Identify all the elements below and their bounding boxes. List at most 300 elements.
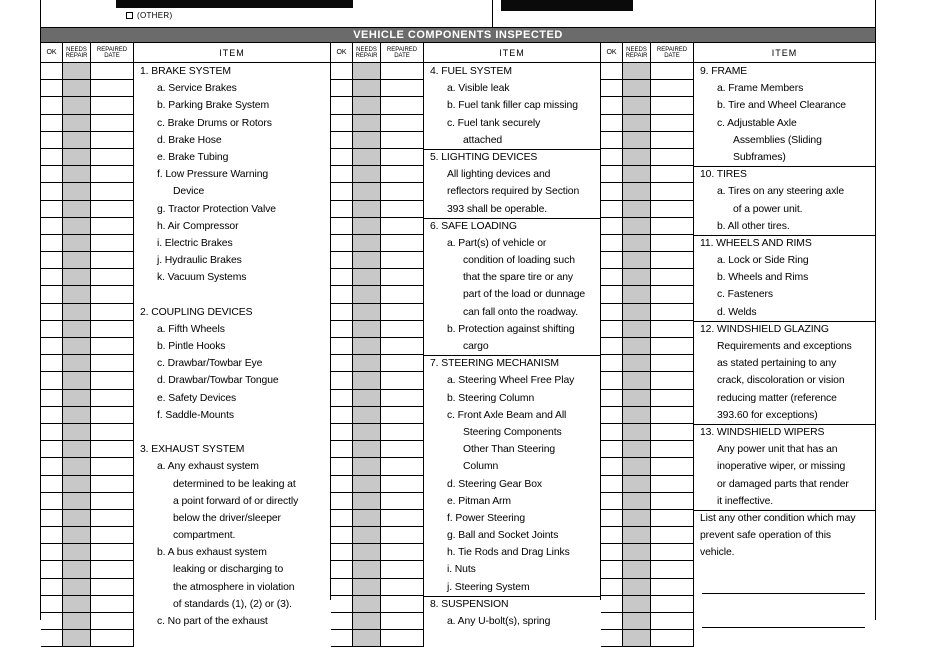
needs-repair-cell[interactable] (623, 80, 651, 97)
ok-checkbox-cell[interactable] (331, 561, 353, 578)
needs-repair-cell[interactable] (623, 338, 651, 355)
needs-repair-cell[interactable] (623, 510, 651, 527)
ok-checkbox-cell[interactable] (601, 630, 623, 647)
ok-checkbox-cell[interactable] (331, 80, 353, 97)
ok-checkbox-cell[interactable] (41, 372, 63, 389)
repaired-date-cell[interactable] (91, 407, 134, 424)
needs-repair-cell[interactable] (353, 269, 381, 286)
repaired-date-cell[interactable] (91, 201, 134, 218)
needs-repair-cell[interactable] (63, 458, 91, 475)
ok-checkbox-cell[interactable] (331, 115, 353, 132)
ok-checkbox-cell[interactable] (41, 269, 63, 286)
repaired-date-cell[interactable] (91, 286, 134, 303)
repaired-date-cell[interactable] (381, 424, 424, 441)
needs-repair-cell[interactable] (63, 304, 91, 321)
repaired-date-cell[interactable] (381, 218, 424, 235)
needs-repair-cell[interactable] (623, 218, 651, 235)
repaired-date-cell[interactable] (651, 286, 694, 303)
repaired-date-cell[interactable] (651, 97, 694, 114)
ok-checkbox-cell[interactable] (601, 613, 623, 630)
ok-checkbox-cell[interactable] (41, 441, 63, 458)
repaired-date-cell[interactable] (91, 441, 134, 458)
repaired-date-cell[interactable] (651, 252, 694, 269)
needs-repair-cell[interactable] (623, 304, 651, 321)
ok-checkbox-cell[interactable] (331, 269, 353, 286)
other-checkbox[interactable] (126, 12, 133, 19)
repaired-date-cell[interactable] (91, 166, 134, 183)
repaired-date-cell[interactable] (381, 355, 424, 372)
repaired-date-cell[interactable] (651, 596, 694, 613)
write-in-line[interactable] (694, 613, 875, 630)
repaired-date-cell[interactable] (381, 63, 424, 80)
needs-repair-cell[interactable] (353, 372, 381, 389)
ok-checkbox-cell[interactable] (601, 355, 623, 372)
ok-checkbox-cell[interactable] (601, 63, 623, 80)
needs-repair-cell[interactable] (353, 183, 381, 200)
repaired-date-cell[interactable] (91, 269, 134, 286)
ok-checkbox-cell[interactable] (601, 166, 623, 183)
ok-checkbox-cell[interactable] (41, 613, 63, 630)
needs-repair-cell[interactable] (353, 510, 381, 527)
needs-repair-cell[interactable] (623, 527, 651, 544)
repaired-date-cell[interactable] (381, 476, 424, 493)
ok-checkbox-cell[interactable] (331, 493, 353, 510)
needs-repair-cell[interactable] (353, 596, 381, 613)
repaired-date-cell[interactable] (651, 166, 694, 183)
repaired-date-cell[interactable] (381, 80, 424, 97)
ok-checkbox-cell[interactable] (41, 321, 63, 338)
needs-repair-cell[interactable] (353, 544, 381, 561)
repaired-date-cell[interactable] (91, 80, 134, 97)
repaired-date-cell[interactable] (651, 579, 694, 596)
ok-checkbox-cell[interactable] (601, 407, 623, 424)
repaired-date-cell[interactable] (651, 527, 694, 544)
needs-repair-cell[interactable] (623, 493, 651, 510)
ok-checkbox-cell[interactable] (331, 97, 353, 114)
repaired-date-cell[interactable] (91, 97, 134, 114)
ok-checkbox-cell[interactable] (41, 252, 63, 269)
ok-checkbox-cell[interactable] (41, 390, 63, 407)
repaired-date-cell[interactable] (381, 338, 424, 355)
repaired-date-cell[interactable] (651, 613, 694, 630)
needs-repair-cell[interactable] (623, 166, 651, 183)
needs-repair-cell[interactable] (63, 218, 91, 235)
needs-repair-cell[interactable] (623, 458, 651, 475)
repaired-date-cell[interactable] (651, 183, 694, 200)
needs-repair-cell[interactable] (623, 424, 651, 441)
needs-repair-cell[interactable] (623, 544, 651, 561)
repaired-date-cell[interactable] (381, 321, 424, 338)
ok-checkbox-cell[interactable] (331, 286, 353, 303)
ok-checkbox-cell[interactable] (331, 63, 353, 80)
repaired-date-cell[interactable] (381, 544, 424, 561)
needs-repair-cell[interactable] (623, 596, 651, 613)
ok-checkbox-cell[interactable] (331, 252, 353, 269)
repaired-date-cell[interactable] (651, 458, 694, 475)
needs-repair-cell[interactable] (63, 630, 91, 647)
needs-repair-cell[interactable] (353, 252, 381, 269)
ok-checkbox-cell[interactable] (601, 372, 623, 389)
repaired-date-cell[interactable] (91, 630, 134, 647)
repaired-date-cell[interactable] (381, 441, 424, 458)
repaired-date-cell[interactable] (381, 579, 424, 596)
needs-repair-cell[interactable] (623, 321, 651, 338)
ok-checkbox-cell[interactable] (331, 579, 353, 596)
ok-checkbox-cell[interactable] (601, 493, 623, 510)
ok-checkbox-cell[interactable] (41, 407, 63, 424)
needs-repair-cell[interactable] (353, 630, 381, 647)
needs-repair-cell[interactable] (63, 544, 91, 561)
repaired-date-cell[interactable] (651, 321, 694, 338)
repaired-date-cell[interactable] (651, 390, 694, 407)
needs-repair-cell[interactable] (623, 613, 651, 630)
ok-checkbox-cell[interactable] (41, 115, 63, 132)
repaired-date-cell[interactable] (651, 355, 694, 372)
ok-checkbox-cell[interactable] (331, 183, 353, 200)
needs-repair-cell[interactable] (63, 235, 91, 252)
ok-checkbox-cell[interactable] (331, 407, 353, 424)
needs-repair-cell[interactable] (353, 579, 381, 596)
needs-repair-cell[interactable] (353, 527, 381, 544)
repaired-date-cell[interactable] (651, 630, 694, 647)
ok-checkbox-cell[interactable] (41, 286, 63, 303)
needs-repair-cell[interactable] (353, 390, 381, 407)
repaired-date-cell[interactable] (91, 424, 134, 441)
ok-checkbox-cell[interactable] (601, 183, 623, 200)
needs-repair-cell[interactable] (63, 166, 91, 183)
needs-repair-cell[interactable] (623, 269, 651, 286)
repaired-date-cell[interactable] (91, 63, 134, 80)
needs-repair-cell[interactable] (63, 201, 91, 218)
needs-repair-cell[interactable] (353, 97, 381, 114)
needs-repair-cell[interactable] (63, 286, 91, 303)
ok-checkbox-cell[interactable] (331, 527, 353, 544)
repaired-date-cell[interactable] (651, 338, 694, 355)
needs-repair-cell[interactable] (353, 561, 381, 578)
needs-repair-cell[interactable] (63, 321, 91, 338)
repaired-date-cell[interactable] (381, 235, 424, 252)
needs-repair-cell[interactable] (63, 390, 91, 407)
ok-checkbox-cell[interactable] (41, 63, 63, 80)
needs-repair-cell[interactable] (63, 80, 91, 97)
ok-checkbox-cell[interactable] (601, 510, 623, 527)
ok-checkbox-cell[interactable] (41, 630, 63, 647)
repaired-date-cell[interactable] (651, 493, 694, 510)
ok-checkbox-cell[interactable] (41, 166, 63, 183)
repaired-date-cell[interactable] (381, 269, 424, 286)
needs-repair-cell[interactable] (623, 286, 651, 303)
repaired-date-cell[interactable] (91, 235, 134, 252)
ok-checkbox-cell[interactable] (601, 218, 623, 235)
ok-checkbox-cell[interactable] (601, 390, 623, 407)
repaired-date-cell[interactable] (381, 166, 424, 183)
needs-repair-cell[interactable] (63, 527, 91, 544)
ok-checkbox-cell[interactable] (41, 561, 63, 578)
repaired-date-cell[interactable] (91, 544, 134, 561)
needs-repair-cell[interactable] (353, 166, 381, 183)
repaired-date-cell[interactable] (651, 115, 694, 132)
needs-repair-cell[interactable] (353, 286, 381, 303)
ok-checkbox-cell[interactable] (331, 218, 353, 235)
ok-checkbox-cell[interactable] (41, 132, 63, 149)
needs-repair-cell[interactable] (63, 561, 91, 578)
needs-repair-cell[interactable] (63, 441, 91, 458)
repaired-date-cell[interactable] (91, 372, 134, 389)
repaired-date-cell[interactable] (651, 407, 694, 424)
ok-checkbox-cell[interactable] (41, 510, 63, 527)
repaired-date-cell[interactable] (651, 372, 694, 389)
repaired-date-cell[interactable] (381, 252, 424, 269)
needs-repair-cell[interactable] (623, 407, 651, 424)
needs-repair-cell[interactable] (623, 441, 651, 458)
needs-repair-cell[interactable] (353, 63, 381, 80)
repaired-date-cell[interactable] (651, 269, 694, 286)
needs-repair-cell[interactable] (353, 493, 381, 510)
ok-checkbox-cell[interactable] (331, 510, 353, 527)
repaired-date-cell[interactable] (381, 115, 424, 132)
ok-checkbox-cell[interactable] (331, 149, 353, 166)
repaired-date-cell[interactable] (91, 115, 134, 132)
ok-checkbox-cell[interactable] (601, 458, 623, 475)
repaired-date-cell[interactable] (381, 132, 424, 149)
repaired-date-cell[interactable] (381, 372, 424, 389)
ok-checkbox-cell[interactable] (601, 338, 623, 355)
ok-checkbox-cell[interactable] (331, 235, 353, 252)
needs-repair-cell[interactable] (63, 372, 91, 389)
repaired-date-cell[interactable] (91, 458, 134, 475)
needs-repair-cell[interactable] (623, 132, 651, 149)
needs-repair-cell[interactable] (63, 424, 91, 441)
needs-repair-cell[interactable] (353, 304, 381, 321)
needs-repair-cell[interactable] (63, 355, 91, 372)
needs-repair-cell[interactable] (353, 407, 381, 424)
ok-checkbox-cell[interactable] (601, 476, 623, 493)
ok-checkbox-cell[interactable] (601, 544, 623, 561)
ok-checkbox-cell[interactable] (601, 269, 623, 286)
repaired-date-cell[interactable] (91, 510, 134, 527)
repaired-date-cell[interactable] (651, 476, 694, 493)
ok-checkbox-cell[interactable] (41, 235, 63, 252)
repaired-date-cell[interactable] (381, 407, 424, 424)
needs-repair-cell[interactable] (353, 321, 381, 338)
repaired-date-cell[interactable] (91, 561, 134, 578)
needs-repair-cell[interactable] (63, 97, 91, 114)
ok-checkbox-cell[interactable] (41, 355, 63, 372)
ok-checkbox-cell[interactable] (331, 390, 353, 407)
needs-repair-cell[interactable] (623, 97, 651, 114)
needs-repair-cell[interactable] (353, 201, 381, 218)
repaired-date-cell[interactable] (381, 613, 424, 630)
needs-repair-cell[interactable] (623, 149, 651, 166)
needs-repair-cell[interactable] (63, 63, 91, 80)
ok-checkbox-cell[interactable] (601, 561, 623, 578)
needs-repair-cell[interactable] (63, 579, 91, 596)
needs-repair-cell[interactable] (63, 115, 91, 132)
needs-repair-cell[interactable] (353, 458, 381, 475)
needs-repair-cell[interactable] (63, 338, 91, 355)
ok-checkbox-cell[interactable] (331, 544, 353, 561)
repaired-date-cell[interactable] (381, 458, 424, 475)
ok-checkbox-cell[interactable] (41, 201, 63, 218)
repaired-date-cell[interactable] (91, 183, 134, 200)
needs-repair-cell[interactable] (63, 596, 91, 613)
needs-repair-cell[interactable] (623, 201, 651, 218)
ok-checkbox-cell[interactable] (601, 235, 623, 252)
needs-repair-cell[interactable] (353, 441, 381, 458)
needs-repair-cell[interactable] (623, 630, 651, 647)
needs-repair-cell[interactable] (623, 183, 651, 200)
ok-checkbox-cell[interactable] (331, 355, 353, 372)
ok-checkbox-cell[interactable] (601, 132, 623, 149)
ok-checkbox-cell[interactable] (41, 183, 63, 200)
ok-checkbox-cell[interactable] (331, 458, 353, 475)
ok-checkbox-cell[interactable] (41, 579, 63, 596)
repaired-date-cell[interactable] (91, 252, 134, 269)
ok-checkbox-cell[interactable] (601, 527, 623, 544)
repaired-date-cell[interactable] (651, 149, 694, 166)
repaired-date-cell[interactable] (651, 544, 694, 561)
needs-repair-cell[interactable] (63, 252, 91, 269)
ok-checkbox-cell[interactable] (601, 441, 623, 458)
ok-checkbox-cell[interactable] (331, 304, 353, 321)
ok-checkbox-cell[interactable] (601, 596, 623, 613)
repaired-date-cell[interactable] (381, 510, 424, 527)
needs-repair-cell[interactable] (63, 407, 91, 424)
repaired-date-cell[interactable] (651, 63, 694, 80)
ok-checkbox-cell[interactable] (331, 476, 353, 493)
needs-repair-cell[interactable] (63, 493, 91, 510)
needs-repair-cell[interactable] (623, 235, 651, 252)
needs-repair-cell[interactable] (353, 613, 381, 630)
write-in-line[interactable] (694, 579, 875, 596)
repaired-date-cell[interactable] (91, 304, 134, 321)
needs-repair-cell[interactable] (63, 510, 91, 527)
ok-checkbox-cell[interactable] (41, 493, 63, 510)
needs-repair-cell[interactable] (353, 235, 381, 252)
repaired-date-cell[interactable] (651, 201, 694, 218)
ok-checkbox-cell[interactable] (331, 166, 353, 183)
repaired-date-cell[interactable] (651, 424, 694, 441)
repaired-date-cell[interactable] (91, 338, 134, 355)
ok-checkbox-cell[interactable] (331, 201, 353, 218)
repaired-date-cell[interactable] (381, 390, 424, 407)
needs-repair-cell[interactable] (353, 338, 381, 355)
needs-repair-cell[interactable] (63, 183, 91, 200)
ok-checkbox-cell[interactable] (601, 115, 623, 132)
ok-checkbox-cell[interactable] (41, 338, 63, 355)
repaired-date-cell[interactable] (381, 527, 424, 544)
ok-checkbox-cell[interactable] (331, 372, 353, 389)
needs-repair-cell[interactable] (353, 80, 381, 97)
needs-repair-cell[interactable] (63, 132, 91, 149)
repaired-date-cell[interactable] (381, 304, 424, 321)
repaired-date-cell[interactable] (381, 630, 424, 647)
needs-repair-cell[interactable] (623, 579, 651, 596)
needs-repair-cell[interactable] (623, 476, 651, 493)
ok-checkbox-cell[interactable] (331, 132, 353, 149)
ok-checkbox-cell[interactable] (41, 458, 63, 475)
repaired-date-cell[interactable] (91, 321, 134, 338)
repaired-date-cell[interactable] (381, 286, 424, 303)
repaired-date-cell[interactable] (651, 235, 694, 252)
needs-repair-cell[interactable] (63, 269, 91, 286)
repaired-date-cell[interactable] (91, 132, 134, 149)
repaired-date-cell[interactable] (91, 218, 134, 235)
repaired-date-cell[interactable] (651, 561, 694, 578)
ok-checkbox-cell[interactable] (331, 596, 353, 613)
ok-checkbox-cell[interactable] (601, 579, 623, 596)
repaired-date-cell[interactable] (91, 527, 134, 544)
ok-checkbox-cell[interactable] (601, 80, 623, 97)
repaired-date-cell[interactable] (381, 183, 424, 200)
repaired-date-cell[interactable] (651, 441, 694, 458)
ok-checkbox-cell[interactable] (41, 97, 63, 114)
ok-checkbox-cell[interactable] (331, 441, 353, 458)
repaired-date-cell[interactable] (381, 97, 424, 114)
repaired-date-cell[interactable] (381, 201, 424, 218)
repaired-date-cell[interactable] (91, 149, 134, 166)
ok-checkbox-cell[interactable] (41, 218, 63, 235)
needs-repair-cell[interactable] (353, 355, 381, 372)
needs-repair-cell[interactable] (353, 115, 381, 132)
ok-checkbox-cell[interactable] (601, 201, 623, 218)
needs-repair-cell[interactable] (623, 115, 651, 132)
needs-repair-cell[interactable] (353, 149, 381, 166)
repaired-date-cell[interactable] (91, 613, 134, 630)
ok-checkbox-cell[interactable] (41, 80, 63, 97)
ok-checkbox-cell[interactable] (41, 527, 63, 544)
repaired-date-cell[interactable] (91, 596, 134, 613)
ok-checkbox-cell[interactable] (331, 424, 353, 441)
ok-checkbox-cell[interactable] (601, 149, 623, 166)
repaired-date-cell[interactable] (381, 561, 424, 578)
repaired-date-cell[interactable] (91, 579, 134, 596)
ok-checkbox-cell[interactable] (331, 630, 353, 647)
repaired-date-cell[interactable] (381, 149, 424, 166)
ok-checkbox-cell[interactable] (601, 286, 623, 303)
repaired-date-cell[interactable] (651, 510, 694, 527)
needs-repair-cell[interactable] (63, 149, 91, 166)
ok-checkbox-cell[interactable] (601, 321, 623, 338)
needs-repair-cell[interactable] (623, 390, 651, 407)
ok-checkbox-cell[interactable] (601, 304, 623, 321)
ok-checkbox-cell[interactable] (601, 424, 623, 441)
repaired-date-cell[interactable] (91, 355, 134, 372)
ok-checkbox-cell[interactable] (41, 424, 63, 441)
ok-checkbox-cell[interactable] (331, 321, 353, 338)
ok-checkbox-cell[interactable] (41, 544, 63, 561)
ok-checkbox-cell[interactable] (601, 97, 623, 114)
needs-repair-cell[interactable] (63, 476, 91, 493)
ok-checkbox-cell[interactable] (41, 149, 63, 166)
repaired-date-cell[interactable] (381, 596, 424, 613)
repaired-date-cell[interactable] (651, 304, 694, 321)
ok-checkbox-cell[interactable] (331, 613, 353, 630)
repaired-date-cell[interactable] (91, 493, 134, 510)
ok-checkbox-cell[interactable] (41, 476, 63, 493)
repaired-date-cell[interactable] (651, 132, 694, 149)
needs-repair-cell[interactable] (353, 218, 381, 235)
repaired-date-cell[interactable] (381, 493, 424, 510)
ok-checkbox-cell[interactable] (41, 596, 63, 613)
needs-repair-cell[interactable] (623, 252, 651, 269)
repaired-date-cell[interactable] (91, 390, 134, 407)
needs-repair-cell[interactable] (623, 372, 651, 389)
needs-repair-cell[interactable] (353, 132, 381, 149)
ok-checkbox-cell[interactable] (331, 338, 353, 355)
repaired-date-cell[interactable] (651, 218, 694, 235)
needs-repair-cell[interactable] (63, 613, 91, 630)
